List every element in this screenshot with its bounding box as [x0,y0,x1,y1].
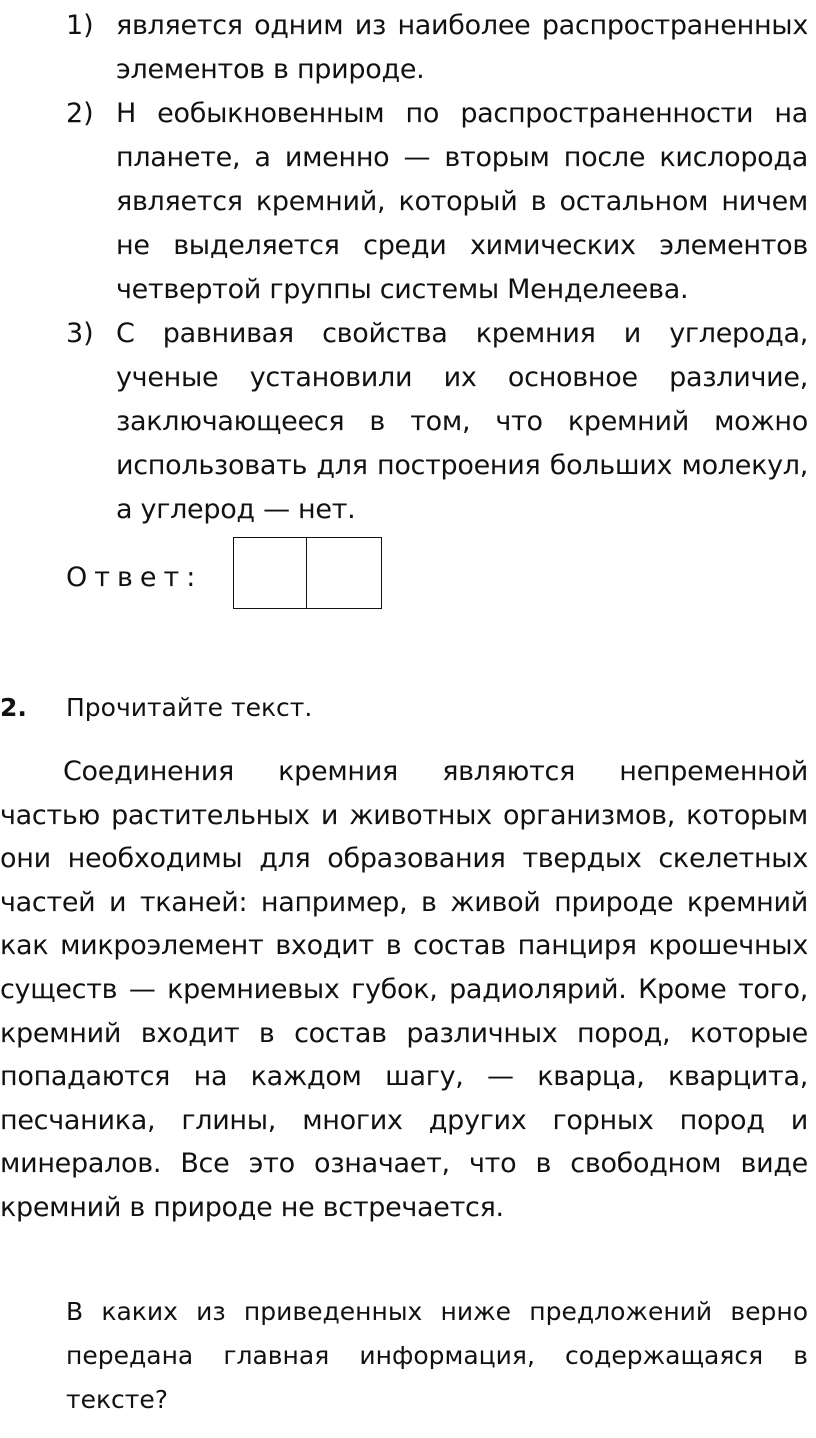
list-item [0,4,816,92]
list-item [0,92,816,312]
list-item [0,312,816,532]
answer-boxes [233,537,382,609]
reading-passage: Соединения кремния являются непременной частью растительных и животных организмов, которым они необходимы для образования твердых скелетных частей и тканей: например, в живой природе кремний как микроэлемент входит в состав панциря крошечных существ — кремниевых губок, радиолярий. Кроме того, кремний входит в состав различных пород, которые попадаются на каждом шагу, — кварца, кварцита, песчаника, глины, многих других горных пород и минералов. Все это означает, что в свободном виде кремний в природе не встречается. [0,756,808,1223]
answer-label: Ответ: [66,562,203,593]
list-item-text: является одним из наиболее распространенных элементов в природе. [116,10,808,85]
answer-cell-2[interactable] [307,537,382,609]
task-instruction: Прочитайте текст. [66,693,313,722]
list-item-number: 3) [66,318,94,349]
task-question: В каких из приведенных ниже предложений верно передана главная информация, содержащаяся в тексте? [66,1297,808,1414]
task-number: 2. [0,693,27,722]
statement-list [0,4,816,532]
answer-cell-1[interactable] [233,537,307,609]
list-item-number: 1) [66,10,94,41]
list-item-text: Н еобыкновенным по распространенности на планете, а именно — вторым после кислорода является кремний, который в остальном ничем не выделяется среди химических элементов четвертой группы системы Менделеева. [116,98,808,305]
list-item-text: С равнивая свойства кремния и углерода, ученые установили их основное различие, заключающееся в том, что кремний можно использовать для построения больших молекул, а углерод — нет. [116,318,808,525]
list-item-number: 2) [66,98,94,129]
